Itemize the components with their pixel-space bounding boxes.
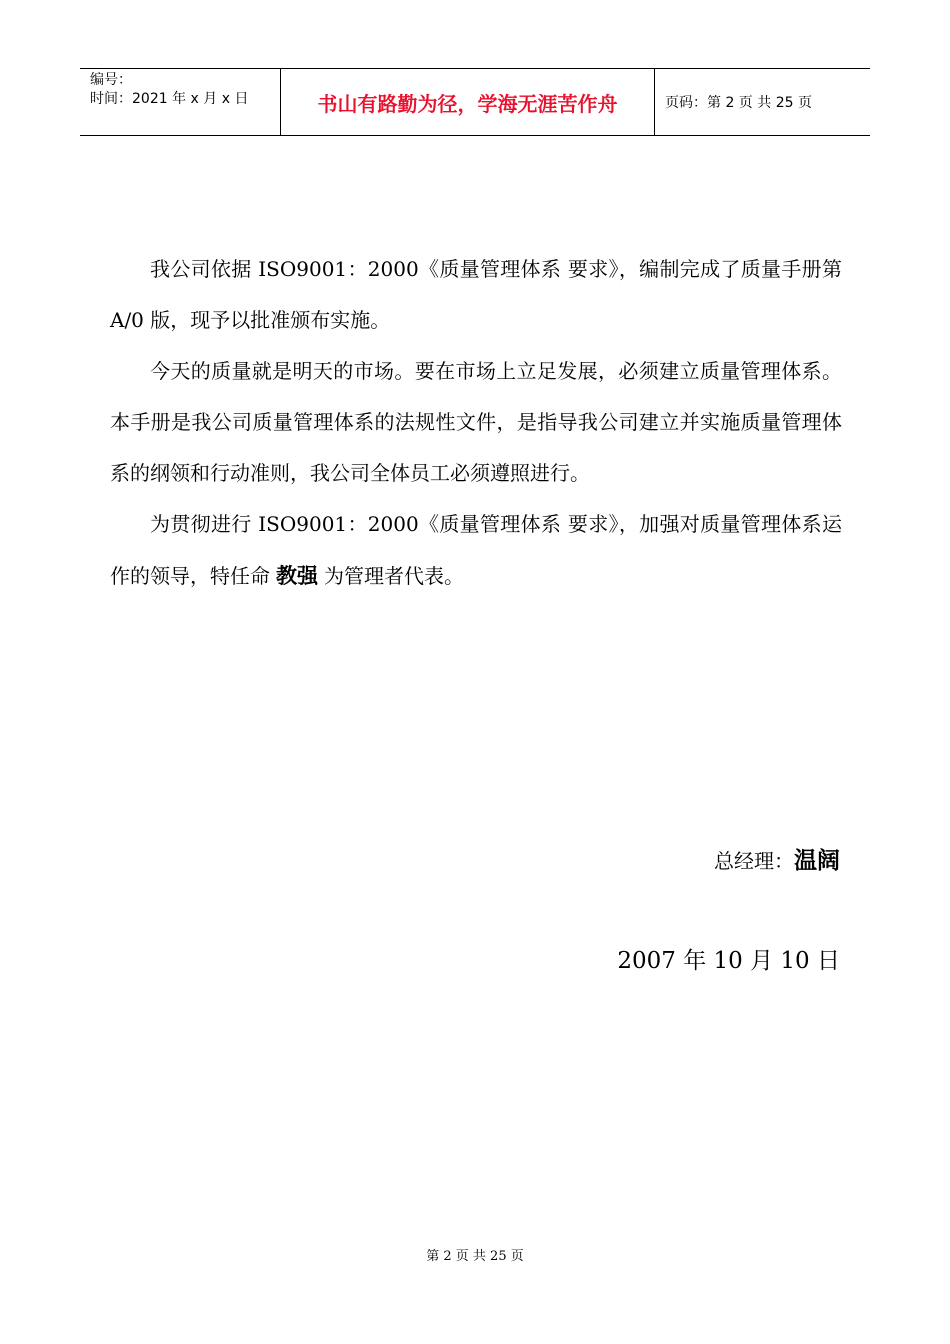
appointee-name: 教强	[276, 563, 318, 588]
signature-block	[714, 842, 840, 875]
paragraph-2: 今天的质量就是明天的市场。要在市场上立足发展，必须建立质量管理体系。本手册是我公司质量管理体系的法规性文件，是指导我公司建立并实施质量管理体系的纲领和行动准则，我公司全体员工必须遵照进行。	[110, 359, 842, 485]
paragraph-3-tail: 为管理者代表。	[324, 564, 464, 588]
document-body	[110, 244, 842, 602]
header-left-cell	[80, 69, 281, 135]
time-label: 时间：2021 年 x 月 x 日	[90, 91, 249, 107]
paragraph-1: 我公司依据 ISO9001：2000《质量管理体系 要求》，编制完成了质量手册第 A/0 版，现予以批准颁布实施。	[110, 257, 842, 332]
signature-title: 总经理：	[714, 849, 794, 873]
paragraph-3-text: 为贯彻进行 ISO9001：2000《质量管理体系 要求》，加强对质量管理体系运作的领导，特任命	[110, 512, 842, 588]
number-label: 编号：	[90, 72, 132, 88]
slogan: 书山有路勤为径，学海无涯苦作舟	[281, 69, 655, 135]
document-date: 2007 年 10 月 10 日	[617, 948, 840, 974]
paragraph-3	[110, 499, 842, 602]
header-table	[80, 68, 870, 136]
page-info: 页码：第 2 页 共 25 页	[665, 95, 812, 111]
signature-name: 温阔	[794, 847, 840, 874]
page-footer: 第 2 页 共 25 页	[426, 1249, 524, 1264]
